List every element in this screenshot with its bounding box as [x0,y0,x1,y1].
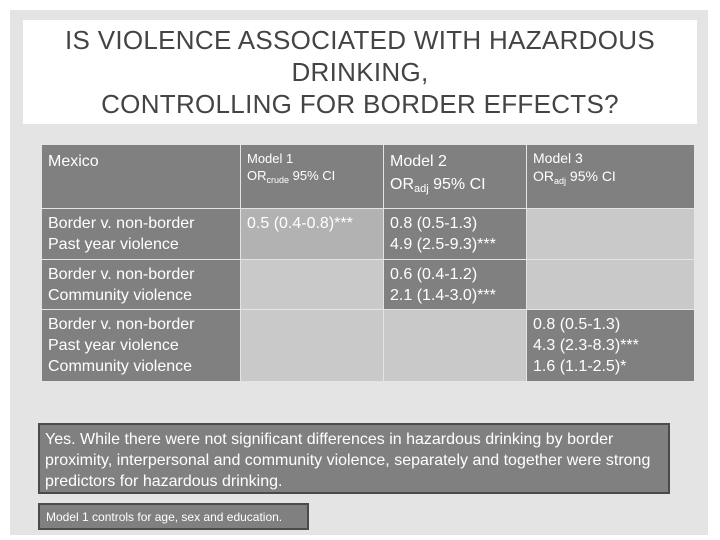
header-model-1 [241,145,383,208]
row-2-model-1-cell [241,260,383,309]
header-country-label: Mexico [48,153,99,170]
row-1-label-line-2: Past year violence [48,236,179,253]
row-1-model-2-cell [384,209,526,259]
row-2-label-line-2: Community violence [48,287,193,304]
header-model-1-name: Model 1 [247,151,294,166]
row-2-label-cell [42,260,240,309]
header-model-3-ci: 95% CI [566,168,616,184]
header-model-3-name: Model 3 [533,150,583,166]
header-model-2 [384,145,526,208]
header-model-3-or-sub: adj [554,176,567,186]
conclusion-box: Yes. While there were not significant differences in hazardous drinking by border proximity, interpersonal and community violence, separately and together were strong predictors for hazardous drinking. [38,423,670,494]
row-2-model-2-line-1: 0.6 (0.4-1.2) [390,266,478,283]
row-2-model-2-line-2: 2.1 (1.4-3.0)*** [390,287,496,304]
row-3-label-line-3: Community violence [48,358,193,375]
row-1-model-1-cell [241,209,383,259]
row-2-label-line-1: Border v. non-border [48,266,195,283]
row-3-model-3-cell [527,310,694,381]
header-model-3-or: OR [533,168,554,184]
slide-title [23,20,697,124]
row-1-label-line-1: Border v. non-border [48,215,195,232]
header-model-3 [527,145,694,208]
footnote-box: Model 1 controls for age, sex and education. [38,503,309,530]
row-2-model-3-cell [527,260,694,309]
row-3-model-3-line-1: 0.8 (0.5-1.3) [533,316,621,333]
title-line-3: CONTROLLING FOR BORDER EFFECTS? [101,89,619,119]
row-3-model-3-line-3: 1.6 (1.1-2.5)* [533,358,627,375]
title-line-2: DRINKING, [291,57,429,87]
header-model-2-or: OR [390,176,414,193]
header-model-2-name: Model 2 [390,153,447,170]
row-1-label-cell [42,209,240,259]
row-1-model-2-line-2: 4.9 (2.5-9.3)*** [390,236,496,253]
row-1-model-1-value: 0.5 (0.4-0.8)*** [247,215,353,232]
header-model-1-or-sub: crude [266,175,290,185]
header-model-2-or-sub: adj [414,183,429,195]
header-country [42,145,240,208]
row-3-label-line-2: Past year violence [48,337,179,354]
header-model-1-ci: 95% CI [289,168,336,183]
row-2-model-2-cell [384,260,526,309]
header-model-1-or: OR [247,168,267,183]
row-3-label-line-1: Border v. non-border [48,316,195,333]
row-1-model-3-cell [527,209,694,259]
row-3-model-3-line-2: 4.3 (2.3-8.3)*** [533,337,639,354]
row-3-model-1-cell [241,310,383,381]
row-3-label-cell [42,310,240,381]
title-line-1: IS VIOLENCE ASSOCIATED WITH HAZARDOUS [65,25,655,55]
row-1-model-2-line-1: 0.8 (0.5-1.3) [390,215,478,232]
row-3-model-2-cell [384,310,526,381]
header-model-2-ci: 95% CI [428,176,486,193]
